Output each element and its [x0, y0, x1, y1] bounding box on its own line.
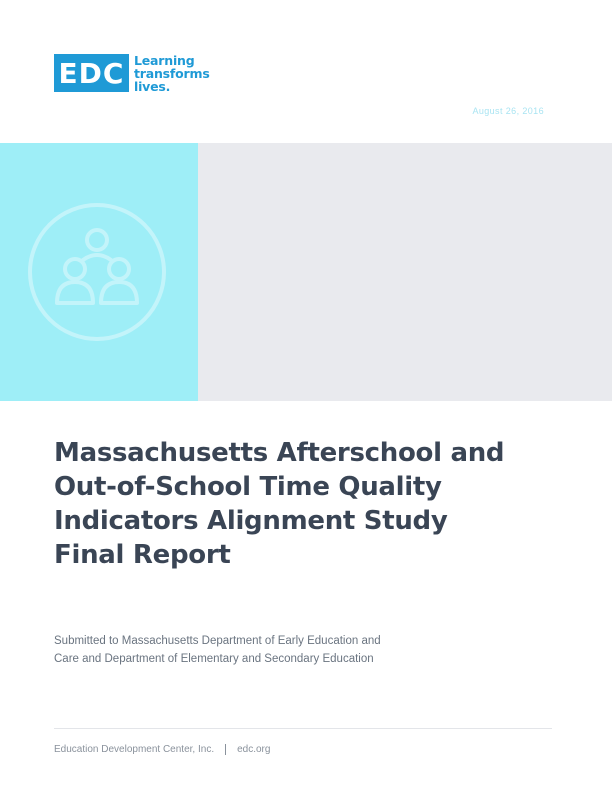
submission-note-line: Care and Department of Elementary and Secondary Education: [54, 653, 374, 665]
report-title-line: Out-of-School Time Quality: [54, 472, 442, 502]
submission-note-line: Submitted to Massachusetts Department of Early Education and: [54, 635, 381, 647]
logo-tagline-line: transforms: [134, 66, 210, 81]
people-group-icon: [27, 202, 167, 342]
logo-tagline-line: lives.: [134, 79, 171, 94]
submission-note: [54, 632, 474, 668]
report-title-line: Massachusetts Afterschool and: [54, 438, 505, 468]
footer: [54, 744, 270, 755]
edc-logo: [54, 54, 210, 93]
footer-divider: [54, 728, 552, 729]
footer-website-link[interactable]: edc.org: [237, 744, 271, 755]
hero-accent-panel: [0, 143, 198, 401]
footer-separator: [225, 744, 226, 755]
logo-tagline-line: Learning: [134, 53, 195, 68]
hero-grey-panel: [198, 143, 612, 401]
hero-band: [0, 143, 612, 401]
footer-organization: Education Development Center, Inc.: [54, 744, 215, 755]
report-title-line: Indicators Alignment Study: [54, 506, 448, 536]
report-date: August 26, 2016: [472, 106, 544, 116]
logo-tagline: [134, 54, 210, 93]
logo-wordmark: EDC: [54, 54, 129, 92]
report-title-line: Final Report: [54, 540, 231, 570]
report-title: [54, 436, 534, 572]
